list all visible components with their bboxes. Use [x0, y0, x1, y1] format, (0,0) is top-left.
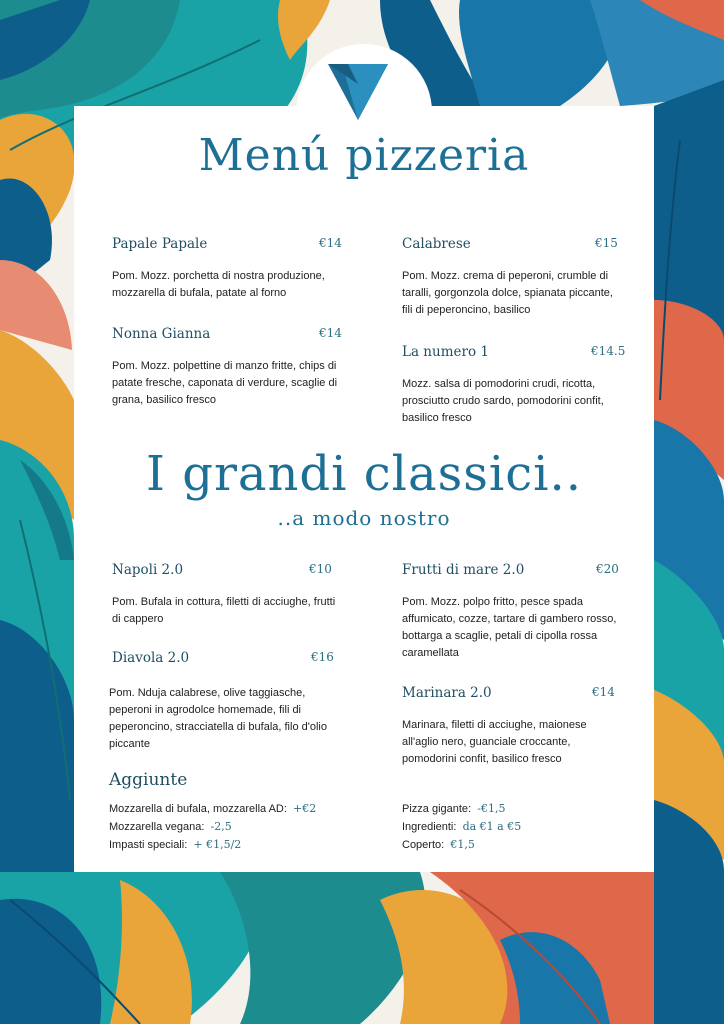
extra-label: Impasti speciali:: [109, 839, 188, 851]
extra-item: [109, 800, 316, 818]
extra-value: da €1 a €5: [462, 820, 522, 833]
item-price: €14: [592, 685, 615, 699]
item-description: Pom. Bufala in cottura, filetti di acciughe, frutti di cappero: [112, 596, 336, 625]
triangle-logo-icon: [326, 60, 390, 122]
menu-title: Menú pizzeria: [198, 130, 530, 181]
item-name: La numero 1: [402, 344, 489, 360]
item-price: €14: [319, 236, 342, 250]
item-price: €15: [595, 236, 618, 250]
item-description: Pom. Mozz. polpettine di manzo fritte, chips di patate fresche, caponata di verdure, scaglie di grana, basilico fresco: [112, 360, 338, 406]
extra-value: -€1,5: [477, 802, 506, 815]
extras-list-right: [402, 800, 521, 854]
item-description: Pom. Mozz. crema di peperoni, crumble di taralli, gorgonzola dolce, spianata piccante, fili di peperoncino, basilico: [402, 270, 613, 316]
item-description: Pom. Mozz. polpo fritto, pesce spada affumicato, cozze, tartare di gambero rosso, bottarga a scaglie, petali di cipolla rossa caramellata: [402, 596, 617, 659]
extras-heading: Aggiunte: [109, 770, 188, 790]
extra-value: + €1,5/2: [193, 838, 242, 851]
item-description: Pom. Nduja calabrese, olive taggiasche, peperoni in agrodolce homemade, fili di peperoncino, stracciatella di bufala, filo d'olio piccante: [109, 687, 327, 750]
item-name: Napoli 2.0: [112, 562, 184, 578]
extra-label: Ingredienti:: [402, 821, 457, 833]
extra-label: Pizza gigante:: [402, 803, 472, 815]
item-price: €14: [319, 326, 342, 340]
item-description: Pom. Mozz. porchetta di nostra produzione, mozzarella di bufala, patate al forno: [112, 270, 325, 299]
item-description: Mozz. salsa di pomodorini crudi, ricotta, prosciutto crudo sardo, pomodorini confit, basilico fresco: [402, 378, 604, 424]
item-name: Diavola 2.0: [112, 650, 190, 666]
item-price: €10: [309, 562, 332, 576]
extra-item: [109, 836, 316, 854]
extra-label: Coperto:: [402, 839, 445, 851]
item-description: Marinara, filetti di acciughe, maionese all'aglio nero, guanciale croccante, pomodorini confit, basilico fresco: [402, 719, 587, 765]
item-price: €20: [596, 562, 619, 576]
item-price: €16: [311, 650, 334, 664]
extra-item: [109, 818, 316, 836]
item-name: Papale Papale: [112, 236, 208, 252]
item-name: Calabrese: [402, 236, 471, 252]
item-name: Nonna Gianna: [112, 326, 211, 342]
extras-list-left: [109, 800, 316, 854]
section-title: I grandi classici..: [146, 446, 582, 502]
extra-value: +€2: [293, 802, 317, 815]
extra-label: Mozzarella di bufala, mozzarella AD:: [109, 803, 287, 815]
extra-item: [402, 800, 521, 818]
extra-item: [402, 836, 521, 854]
item-name: Marinara 2.0: [402, 685, 492, 701]
section-subtitle: ..a modo nostro: [277, 506, 451, 530]
item-price: €14.5: [591, 344, 626, 358]
extra-value: -2,5: [210, 820, 232, 833]
item-name: Frutti di mare 2.0: [402, 562, 525, 578]
extra-item: [402, 818, 521, 836]
extra-label: Mozzarella vegana:: [109, 821, 205, 833]
extra-value: €1,5: [450, 838, 475, 851]
